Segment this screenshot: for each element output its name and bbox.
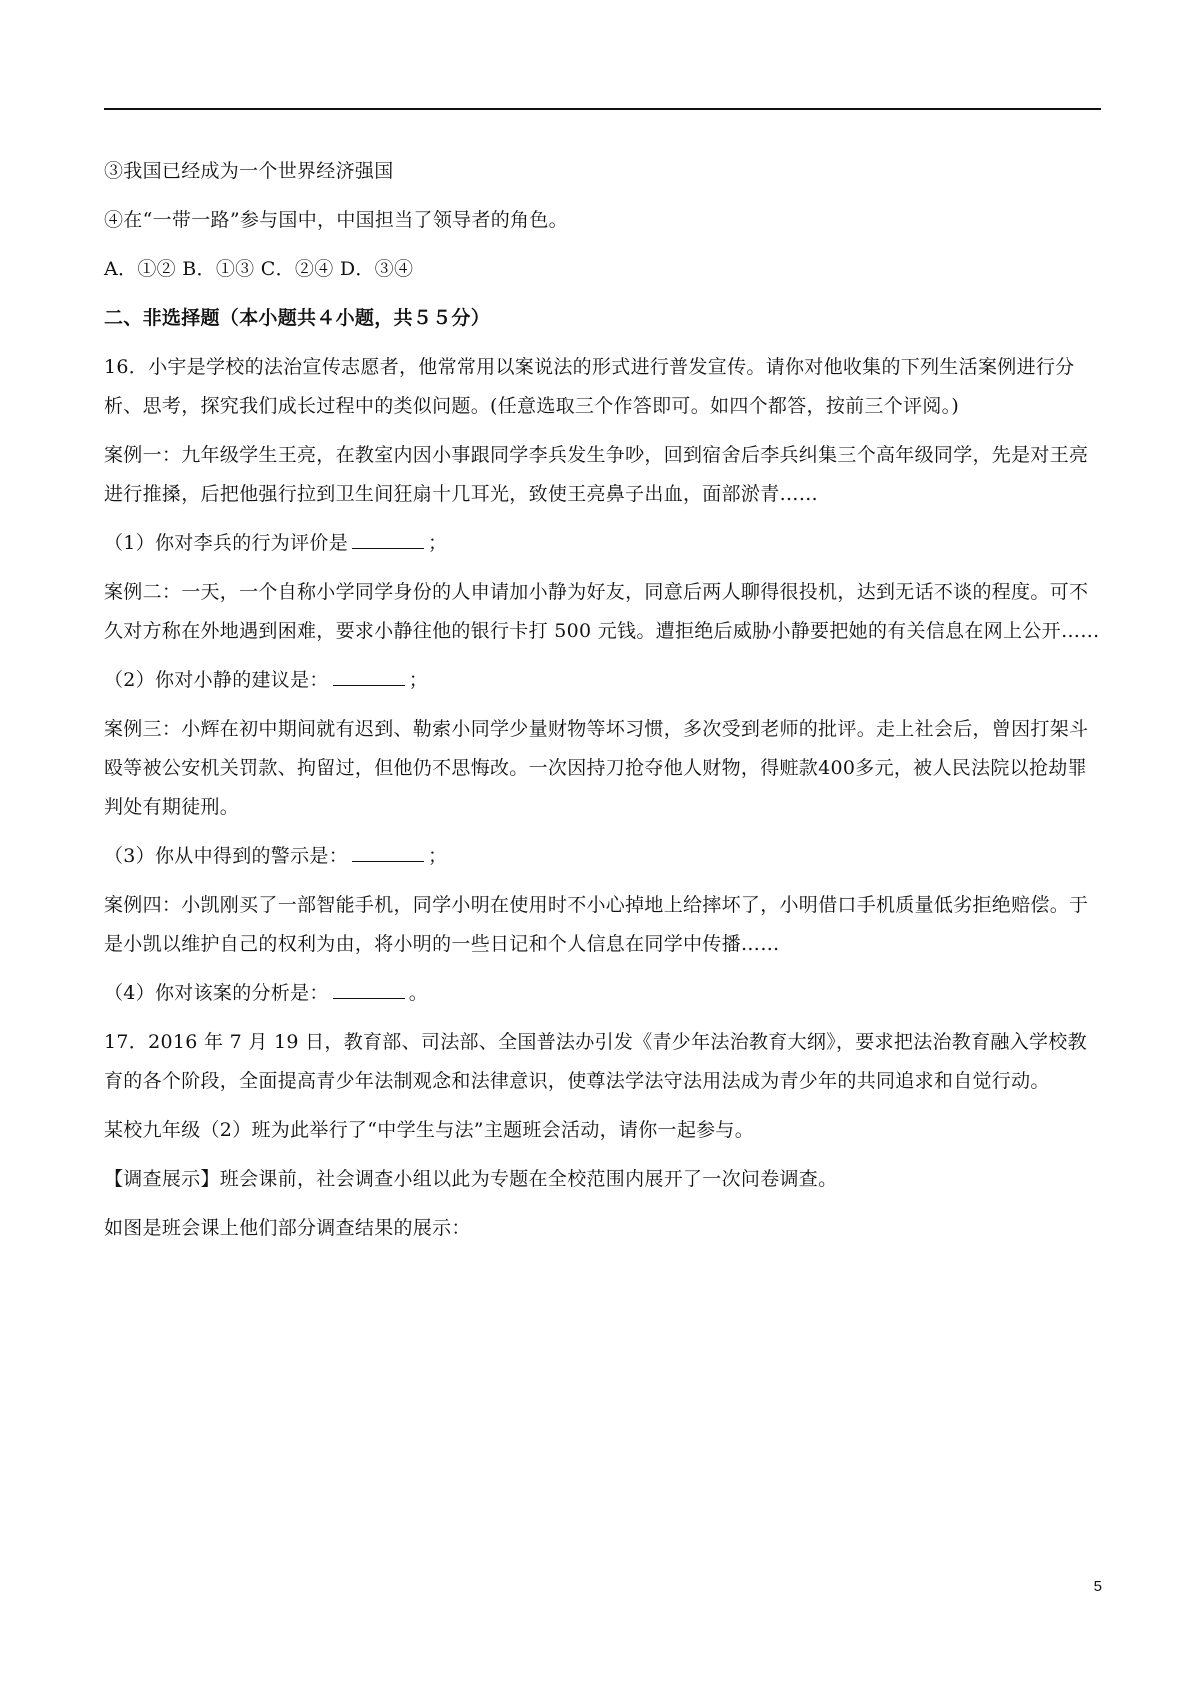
answer-choices: A．①② B．①③ C．②④ D．③④ [104, 258, 414, 280]
question-16-2 [104, 661, 1101, 700]
question-16-3-end: ； [428, 845, 448, 867]
case-1: 案例一：九年级学生王亮，在教室内因小事跟同学李兵发生争吵，回到宿舍后李兵纠集三个高年级同学，先是对王亮进行推搡，后把他强行拉到卫生间狂扇十几耳光，致使王亮鼻子出血，面部淤青…… [104, 444, 1089, 505]
question-16-1-end: ； [428, 532, 448, 554]
question-16-3-text: （3）你从中得到的警示是： [104, 845, 348, 867]
question-16-1 [104, 524, 1101, 563]
question-16-3 [104, 837, 1101, 876]
answer-blank-3 [352, 839, 424, 862]
question-16-1-text: （1）你对李兵的行为评价是 [104, 532, 348, 554]
question-16-2-text: （2）你对小静的建议是： [104, 669, 329, 691]
answer-blank-1 [352, 526, 424, 549]
page-content [104, 152, 1101, 1258]
case-2: 案例二：一天，一个自称小学同学身份的人申请加小静为好友，同意后两人聊得很投机，达到无话不谈的程度。可不久对方称在外地遇到困难，要求小静往他的银行卡打 500 元钱。遭拒绝后威胁小静要把她的有关信息在网上公开…… [104, 581, 1100, 642]
page-number: 5 [1093, 1578, 1102, 1595]
question-16-4-end: 。 [408, 982, 429, 1004]
figure-intro: 如图是班会课上他们部分调查结果的展示： [104, 1217, 471, 1239]
question-16-4 [104, 974, 1101, 1013]
answer-blank-2 [333, 663, 405, 686]
header-rule [104, 108, 1101, 110]
case-3: 案例三：小辉在初中期间就有迟到、勒索小同学少量财物等坏习惯，多次受到老师的批评。走上社会后，曾因打架斗殴等被公安机关罚款、拘留过，但他仍不思悔改。一次因持刀抢夺他人财物，得赃款400多元，被人民法院以抢劫罪判处有期徒刑。 [104, 718, 1089, 818]
case-4: 案例四：小凯刚买了一部智能手机，同学小明在使用时不小心掉地上给摔坏了，小明借口手机质量低劣拒绝赔偿。于是小凯以维护自己的权利为由，将小明的一些日记和个人信息在同学中传播…… [104, 894, 1089, 955]
question-17-intro: 17．2016 年 7 月 19 日，教育部、司法部、全国普法办引发《青少年法治教育大纲》，要求把法治教育融入学校教育的各个阶段，全面提高青少年法制观念和法律意识，使尊法学法守法用法成为青少年的共同追求和自觉行动。 [104, 1031, 1087, 1092]
class-activity: 某校九年级（2）班为此举行了“中学生与法”主题班会活动，请你一起参与。 [104, 1119, 755, 1141]
answer-blank-4 [333, 976, 405, 999]
survey-display: 【调查展示】班会课前，社会调查小组以此为专题在全校范围内展开了一次问卷调查。 [104, 1168, 838, 1190]
option-4: ④在“一带一路”参与国中，中国担当了领导者的角色。 [104, 209, 568, 231]
option-3: ③我国已经成为一个世界经济强国 [104, 160, 394, 182]
section-heading: 二、非选择题（本小题共４小题，共５５分） [104, 307, 491, 329]
question-16-intro: 16．小宇是学校的法治宣传志愿者，他常常用以案说法的形式进行普发宣传。请你对他收集的下列生活案例进行分析、思考，探究我们成长过程中的类似问题。(任意选取三个作答即可。如四个都答，按前三个评阅。) [104, 356, 1075, 417]
question-16-2-end: ； [408, 669, 429, 691]
question-16-4-text: （4）你对该案的分析是： [104, 982, 329, 1004]
